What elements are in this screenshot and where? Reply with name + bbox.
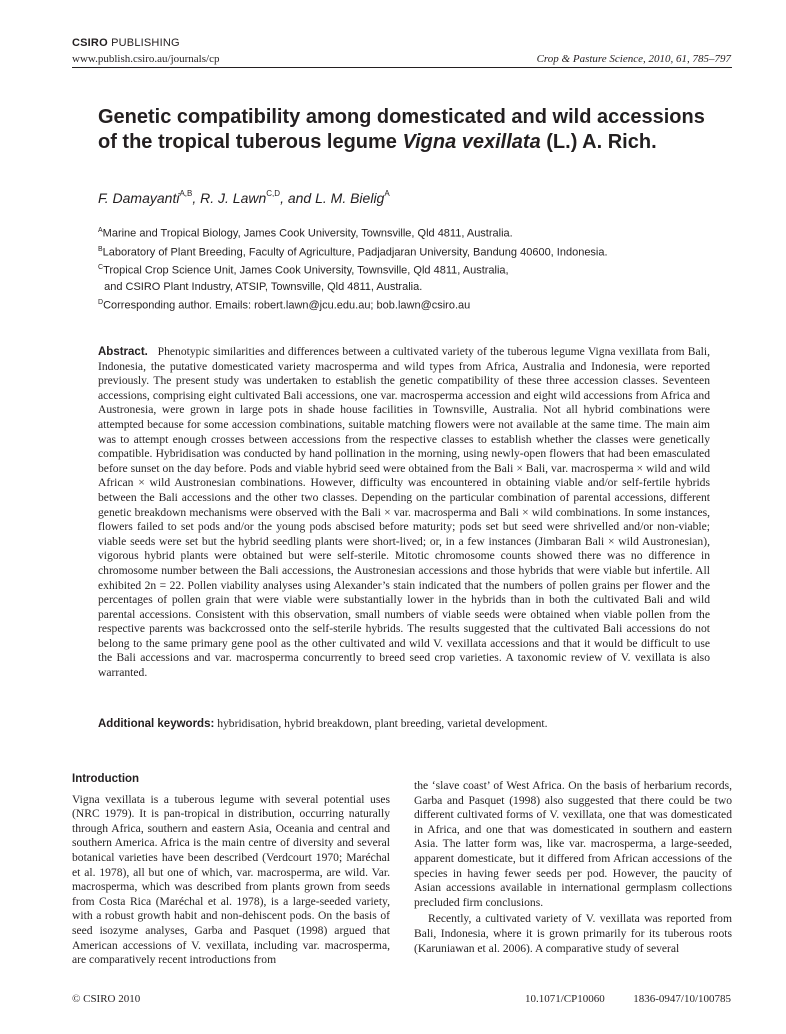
publisher-name (72, 37, 180, 49)
additional-keywords (98, 717, 710, 730)
affiliation-c-cont (98, 279, 698, 295)
citation-line (537, 53, 731, 65)
keywords-text: hybridisation, hybrid breakdown, plant breeding, varietal development. (214, 717, 548, 730)
doi[interactable]: 10.1071/CP10060 (525, 993, 605, 1005)
affiliation-c (98, 260, 698, 279)
affiliation-b (98, 242, 698, 261)
author-1: F. Damayanti (98, 190, 180, 206)
issn-code: 1836-0947/10/100785 (633, 993, 731, 1005)
article-title (98, 105, 718, 155)
introduction-heading: Introduction (72, 773, 140, 785)
column-right (414, 779, 732, 956)
abstract-label: Abstract. (98, 346, 148, 358)
author-3-affil: A (384, 189, 390, 199)
intro-paragraph-1-cont: the ‘slave coast’ of West Africa. On the basis of herbarium records, Garba and Pasquet (1998) also suggested that there could be two different cultivated forms of V. vexillata, one that was domesticated in Africa, and one that was domesticated in southern and eastern Asia. The latter form was, like var. macrosperma, a large-seeded, apparent domesticate, but it differed from African accessions of the species in having fewer seeds per pod. However, the paucity of Asian accessions available in international germplasm collections precluded firm conclusions. (414, 779, 732, 909)
keywords-label: Additional keywords: (98, 718, 215, 730)
column-left (72, 772, 390, 968)
abstract (98, 345, 710, 681)
affil-sup: A (98, 227, 103, 234)
header-rule (72, 67, 732, 68)
author-list (98, 190, 390, 206)
affil-sup: B (98, 245, 103, 253)
title-line2-post: (L.) A. Rich. (540, 131, 657, 153)
intro-paragraph-1: Vigna vexillata is a tuberous legume with several potential uses (NRC 1979). It is pan-tropical in distribution, occurring naturally through Africa, southern and eastern Asia, Oceania and central and southern America. Africa is the main centre of diversity and several botanical varieties have been described (Verdcourt 1970; Maréchal et al. 1978), all but one of which, var. macrosperma, are wild. Var. macrosperma, which was described from plants grown from seeds from Costa Rica (Maréchal et al. 1978), is a large-seeded variety, with a robust growth habit and non-dehiscent pods. On the basis of seed isozyme analyses, Garba and Pasquet (1998) argued that American accessions of V. vexillata, including var. macrosperma, are comparatively recent introductions from (72, 792, 390, 967)
title-line1: Genetic compatibility among domesticated and wild accessions (98, 106, 705, 128)
abstract-text: Phenotypic similarities and differences between a cultivated variety of the tuberous legume Vigna vexillata from Bali, Indonesia, the putative domesticated variety macrosperma and wild types from Africa, Australia and Indonesia, were reported previously. The present study was undertaken to establish the genetic compatibility of these three accession classes. Seventeen accessions, comprising eight cultivated Bali accessions, one var. macrosperma accession and eight wild accessions from Africa and Austronesia, were grown in large pots in shade house facilities in Townsville, Australia. Not all hybrid combinations were attempted because for some accession combinations, suitable matching flowers were not available at the same time. The main aim was to attempt enough crosses between accessions from the respective classes to establish whether the classes were genetically compatible. Hybridisation was conducted by hand pollination in the morning, using newly-open flowers that had been emasculated before sunset on the day before. Pods and viable hybrid seed were obtained from the Bali × Bali, var. macrosperma × wild and wild African × wild Austronesian combinations. However, difficulty was encountered in obtaining viable and/or self-fertile hybrids between the Bali accessions and the other two classes. Depending on the particular combination of parental accessions, different genetic breakdown mechanisms were observed with the Bali × var. macrosperma and Bali × wild combinations. In some instances, flowers failed to set pods and/or the young pods abscised before maturity; pods set but seed were shrivelled and/or non-viable; viable seeds were set but the hybrid seedling plants were short-lived; or, in a few instances (Jimbaran Bali × wild Austronesian), vigorous hybrid plants were obtained but were self-sterile. Mitotic chromosome counts showed there was no difference in chromosome number between the Bali accessions, the Austronesian accessions and those hybrids that were viable but infertile. All exhibited 2n = 22. Pollen viability analyses using Alexander’s stain indicated that the numbers of pollen grains per flower and the percentages of pollen grain that were viable were substantially lower in the hybrids than in both the cultivated Bali and wild parental accessions. Consistent with this observation, small numbers of viable seeds were obtained when viable pollen from the respective parents was backcrossed onto the self-sterile hybrids. The results suggested that the cultivated Bali accessions do not belong to the same primary gene pool as the other cultivated and wild V. vexillata accessions and that it would be difficult to use the Bali accessions and var. macrosperma concurrently to breed seed crop varieties. A taxonomic review of V. vexillata is also warranted. (98, 345, 710, 680)
author-2: , R. J. Lawn (192, 190, 267, 206)
copyright: © CSIRO 2010 (72, 993, 141, 1005)
affiliation-a (98, 223, 698, 242)
affil-text: and CSIRO Plant Industry, ATSIP, Townsville, Qld 4811, Australia. (98, 280, 423, 293)
affil-text: Laboratory of Plant Breeding, Faculty of Agriculture, Padjadjaran University, Bandung 40600, Indonesia. (102, 246, 608, 259)
publisher-bold: CSIRO (72, 37, 108, 49)
affil-sup: D (98, 298, 104, 306)
author-2-affil: C,D (266, 189, 281, 199)
title-species: Vigna vexillata (402, 131, 541, 153)
publisher-rest: PUBLISHING (107, 37, 180, 49)
title-line2-pre: of the tropical tuberous legume (98, 131, 403, 153)
affil-sup: C (98, 264, 104, 272)
affiliation-d (98, 295, 698, 314)
citation-text: Crop & Pasture Science, 2010, 61, 785–797 (536, 53, 731, 65)
intro-paragraph-2: Recently, a cultivated variety of V. vexillata was reported from Bali, Indonesia, where it is grown primarily for its tuberous roots (Karuniawan et al. 2006). A comparative study of several (414, 912, 732, 955)
journal-url[interactable]: www.publish.csiro.au/journals/cp (72, 53, 220, 65)
author-3: , and L. M. Bielig (280, 190, 385, 206)
affil-text: Corresponding author. Emails: robert.lawn@jcu.edu.au; bob.lawn@csiro.au (103, 299, 471, 312)
affil-text: Marine and Tropical Biology, James Cook University, Townsville, Qld 4811, Australia. (102, 227, 513, 240)
affil-text: Tropical Crop Science Unit, James Cook University, Townsville, Qld 4811, Australia, (103, 264, 509, 277)
author-1-affil: A,B (179, 189, 193, 199)
affiliations (98, 223, 698, 314)
